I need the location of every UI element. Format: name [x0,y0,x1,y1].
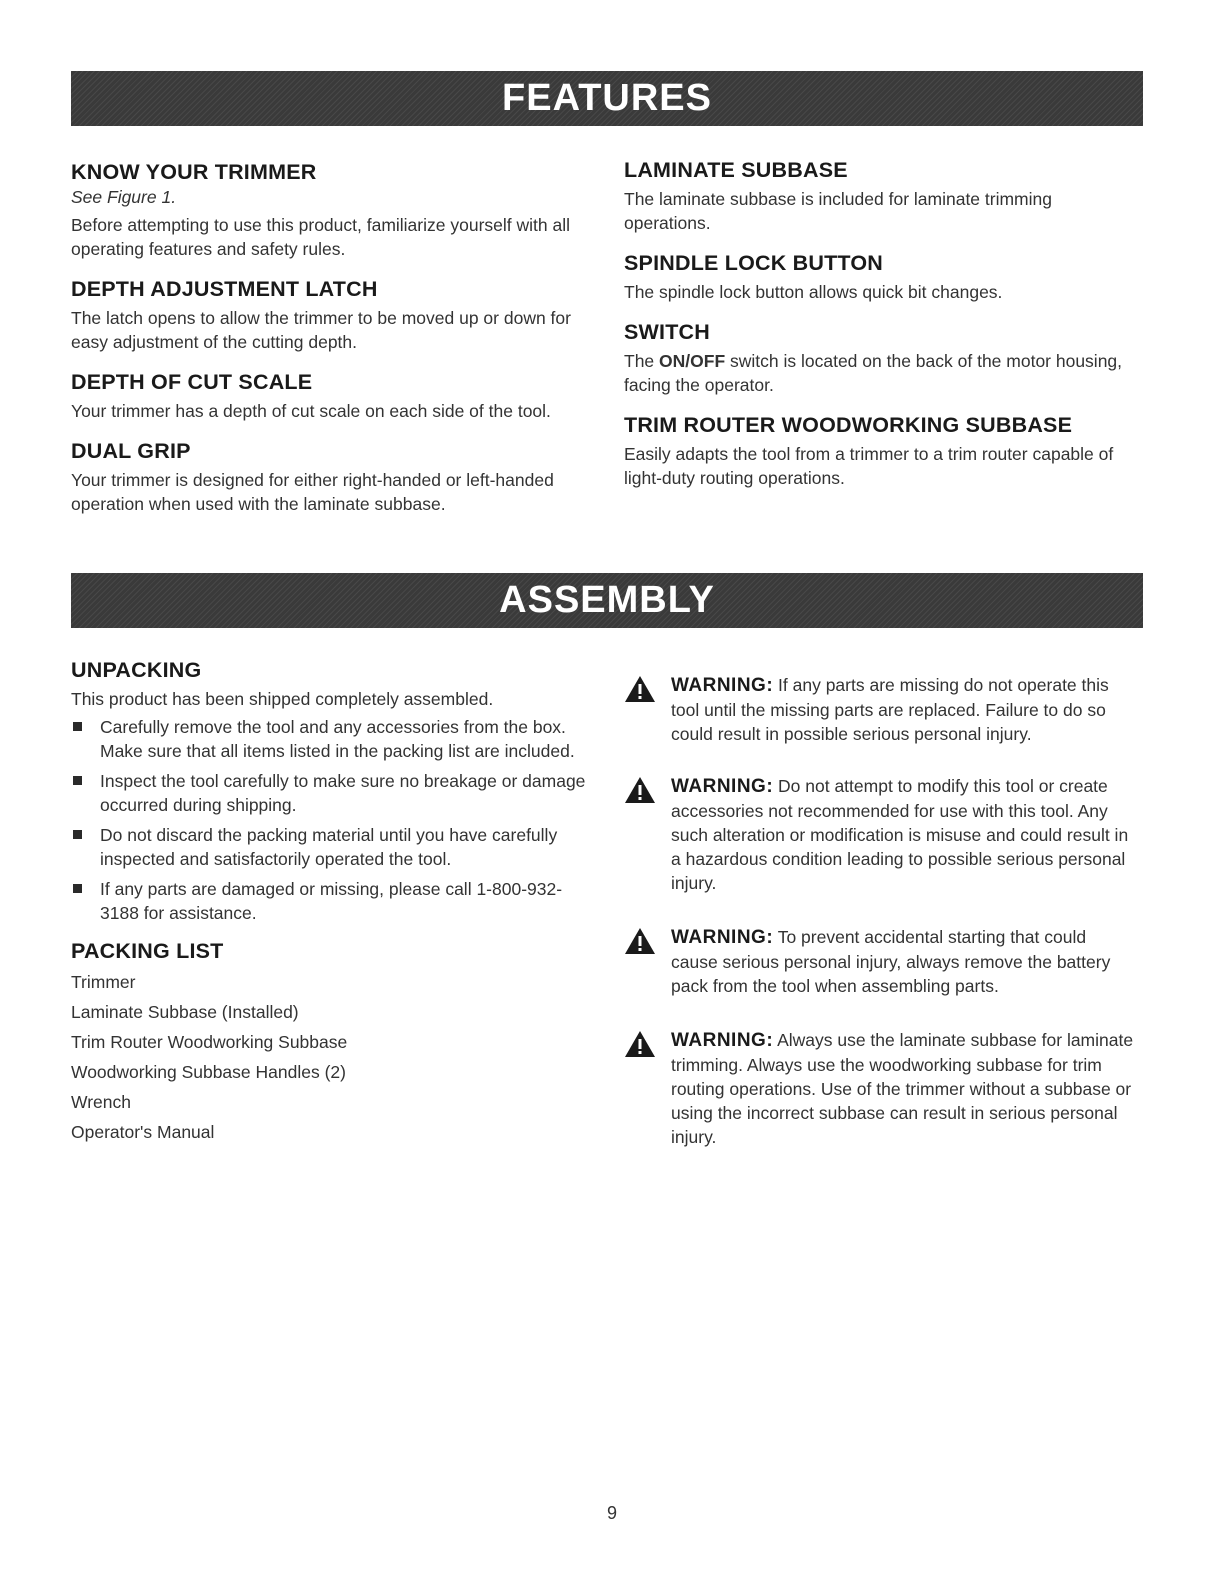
list-item: Trim Router Woodworking Subbase [71,1032,348,1052]
spindle-lock-button-section [624,251,1124,304]
depth-adjustment-latch-section [71,277,591,354]
warning-label: WARNING: [671,1030,774,1051]
warning-triangle-icon [624,675,656,703]
section-body: Before attempting to use this product, familiarize yourself with all operating features and safety rules. [71,215,570,259]
warning-label: WARNING: [671,776,774,797]
warning-text: WARNING: To prevent accidental starting that could cause serious personal injury, always remove the battery pack from the tool when assembling parts. [671,927,1111,996]
section-heading: KNOW YOUR TRIMMER [71,160,317,184]
section-body: Your trimmer is designed for either right-handed or left-handed operation when used with the laminate subbase. [71,470,554,514]
list-item: Laminate Subbase (Installed) [71,1002,299,1022]
laminate-subbase-section [624,158,1124,235]
section-body [624,349,1124,397]
bullet-square-icon [73,776,82,785]
unpacking-intro: This product has been shipped completely assembled. [71,689,494,709]
section-heading: SPINDLE LOCK BUTTON [624,251,884,275]
section-body: The spindle lock button allows quick bit changes. [624,282,1003,302]
assembly-title: ASSEMBLY [499,579,715,621]
warning-block [624,925,1134,998]
warning-label: WARNING: [671,927,774,948]
unpacking-heading: UNPACKING [71,658,202,682]
packing-list-heading: PACKING LIST [71,939,224,963]
bullet-square-icon [73,722,82,731]
warning-label: WARNING: [671,675,774,696]
section-heading: DEPTH ADJUSTMENT LATCH [71,277,378,301]
assembly-banner [71,573,1143,628]
warning-triangle-icon [624,1030,656,1058]
list-item: Woodworking Subbase Handles (2) [71,1062,346,1082]
trim-router-subbase-section [624,413,1124,490]
warning-text: WARNING: If any parts are missing do not operate this tool until the missing parts are replaced. Failure to do so could result in possible serious personal injury. [671,675,1109,744]
know-your-trimmer-section [71,160,591,261]
unpacking-list [71,715,591,925]
section-body: The latch opens to allow the trimmer to be moved up or down for easy adjustment of the cutting depth. [71,308,571,352]
page-number: 9 [606,1503,617,1523]
features-title: FEATURES [502,77,712,119]
list-item: Wrench [71,1092,131,1112]
list-item: If any parts are damaged or missing, please call 1-800-932-3188 for assistance. [71,877,591,925]
switch-body-pre: The [624,351,660,371]
switch-section [624,320,1124,397]
section-body: Your trimmer has a depth of cut scale on each side of the tool. [71,401,551,421]
section-heading: DEPTH OF CUT SCALE [71,370,313,394]
bullet-square-icon [73,884,82,893]
warning-block [624,774,1134,895]
section-body: The laminate subbase is included for laminate trimming operations. [624,189,1052,233]
list-item: Carefully remove the tool and any accessories from the box. Make sure that all items listed in the packing list are included. [71,715,591,763]
warning-text: WARNING: Always use the laminate subbase for laminate trimming. Always use the woodworking subbase for trim routing operations. Use of the trimmer without a subbase or using the incorrect subbase can result in serious personal injury. [671,1030,1134,1147]
warning-text: WARNING: Do not attempt to modify this tool or create accessories not recommended for use with this tool. Any such alteration or modification is misuse and could result in a hazardous condition leading to possible serious personal injury. [671,776,1129,893]
warning-triangle-icon [624,776,656,804]
list-item: Inspect the tool carefully to make sure no breakage or damage occurred during shipping. [71,769,591,817]
list-item: Trimmer [71,972,136,992]
figure-note: See Figure 1. [71,187,177,207]
list-item: Operator's Manual [71,1122,215,1142]
assembly-warnings-column [624,673,1134,1169]
section-heading: TRIM ROUTER WOODWORKING SUBBASE [624,413,1073,437]
list-item: Do not discard the packing material until you have carefully inspected and satisfactorily operated the tool. [71,823,591,871]
depth-of-cut-scale-section [71,370,591,423]
warning-block [624,673,1134,746]
switch-body-post: switch is located on the back of the motor housing, facing the operator. [624,351,1123,395]
switch-on-off-label: ON/OFF [659,351,726,371]
warning-block [624,1028,1134,1149]
section-heading: SWITCH [624,320,710,344]
assembly-left-column [71,658,591,1144]
section-body: Easily adapts the tool from a trimmer to a trim router capable of light-duty routing operations. [624,444,1114,488]
bullet-square-icon [73,830,82,839]
section-heading: DUAL GRIP [71,439,191,463]
packing-list [71,970,591,1144]
dual-grip-section [71,439,591,516]
features-right-column [624,158,1124,490]
section-heading: LAMINATE SUBBASE [624,158,848,182]
features-left-column [71,160,591,516]
features-banner [71,71,1143,126]
warning-triangle-icon [624,927,656,955]
